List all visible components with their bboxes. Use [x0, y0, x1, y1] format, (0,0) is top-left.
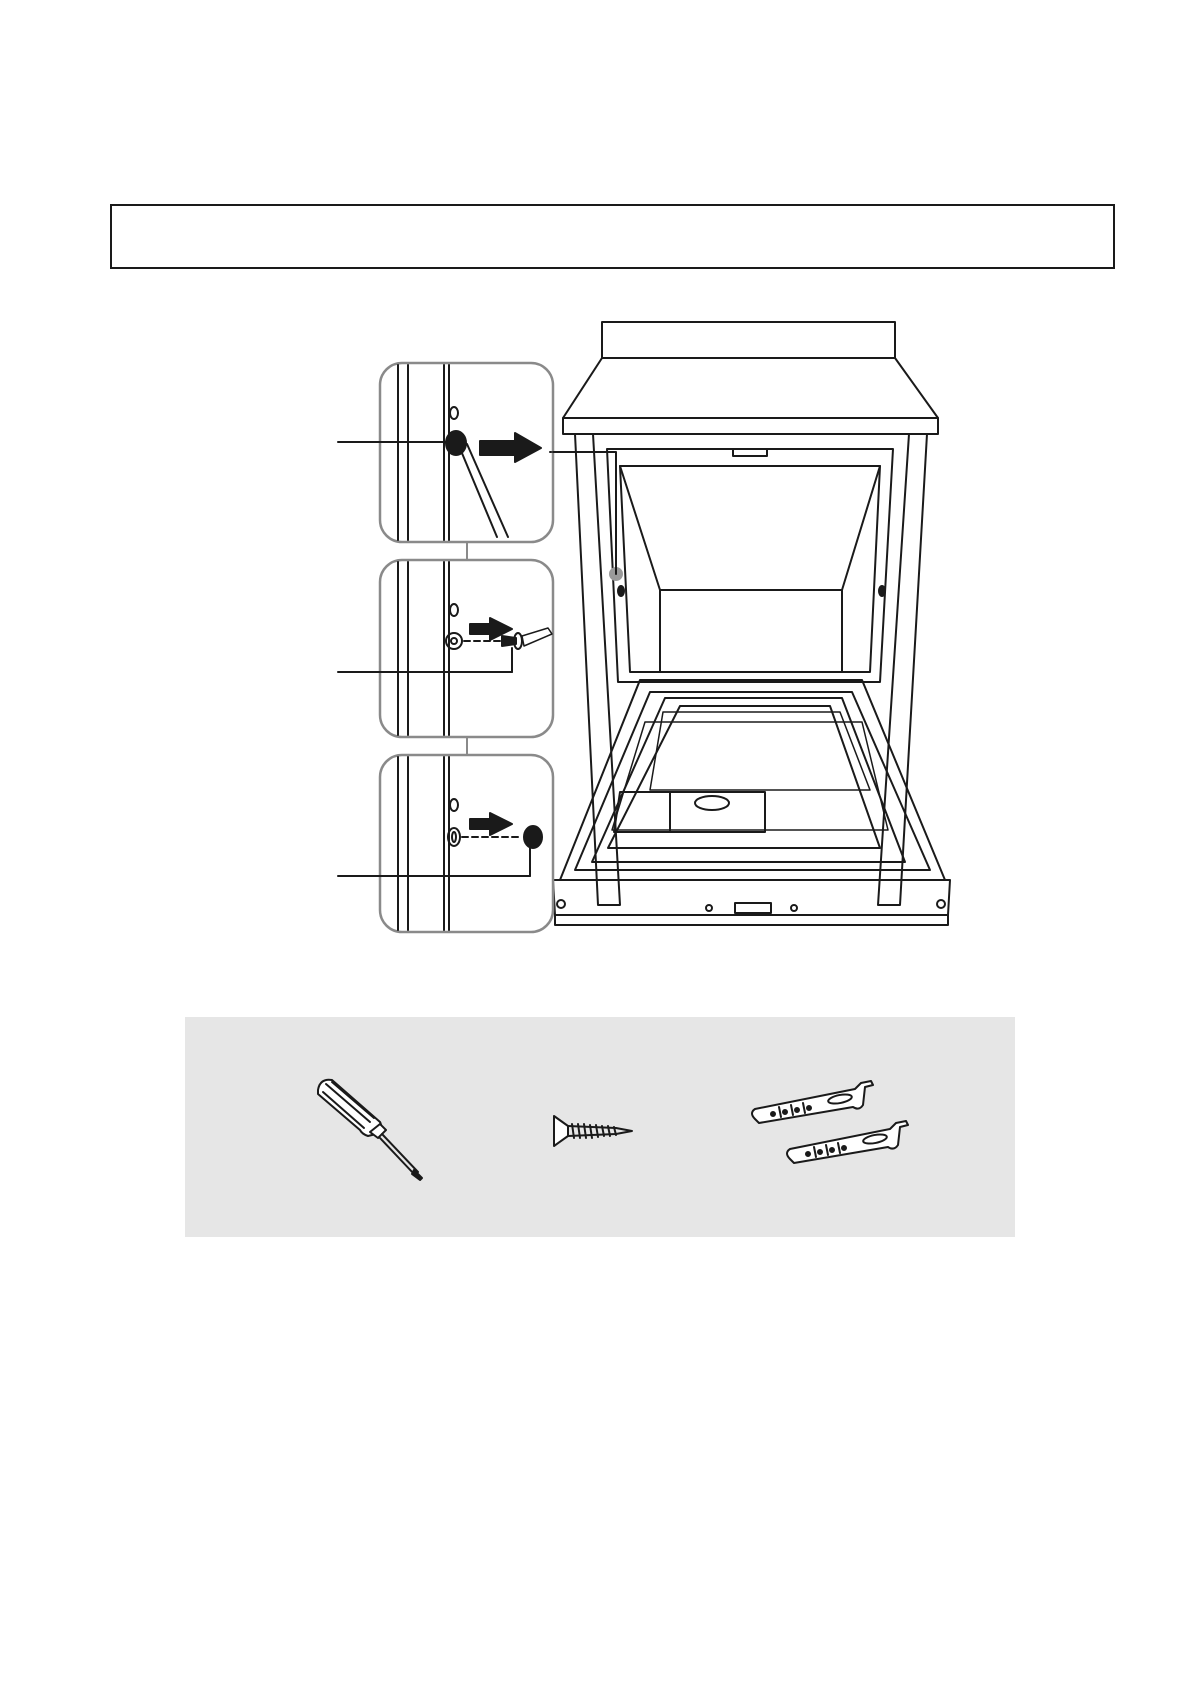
fit-cap-step — [338, 737, 553, 932]
screw-icon — [550, 1112, 640, 1152]
screwdriver-icon — [310, 1072, 440, 1182]
tools-panel — [185, 1017, 1015, 1237]
insert-screw-step — [338, 542, 553, 737]
remove-cap-step — [338, 363, 553, 542]
dishwasher-drawing — [550, 322, 950, 925]
mounting-bracket-icon — [745, 1077, 925, 1187]
